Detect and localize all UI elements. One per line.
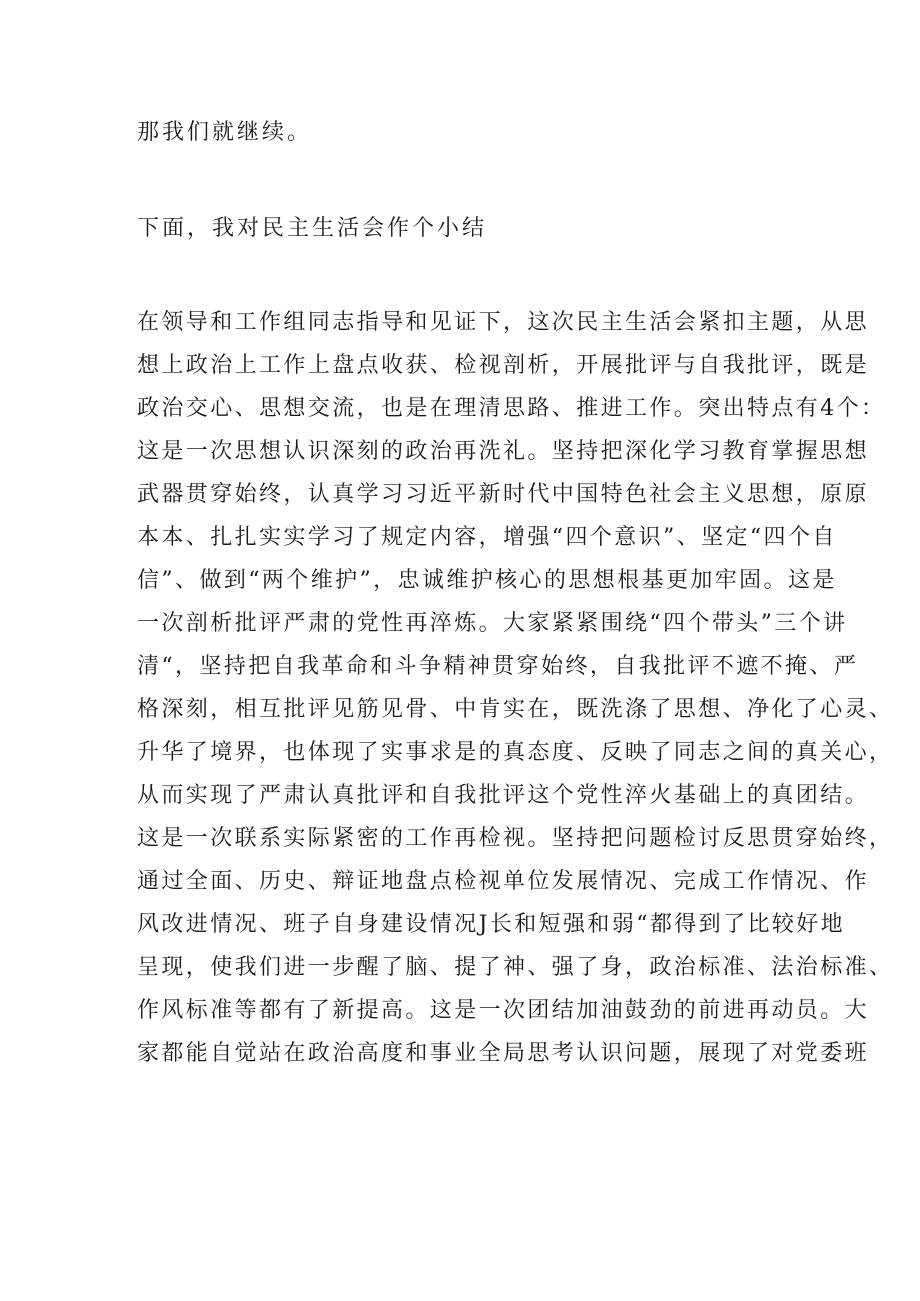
paragraph-line: 本本、扎扎实实学习了规定内容，增强“四个意识”、坚定“四个自 xyxy=(137,525,837,550)
paragraph-line: 格深刻，相互批评见筋见骨、中肯实在，既洗涤了思想、净化了心灵、 xyxy=(137,697,894,722)
intro-line: 那我们就继续。 xyxy=(137,120,313,145)
paragraph-line: 这是一次思想认识深刻的政治再洗礼。坚持把深化学习教育掌握思想 xyxy=(137,439,870,464)
paragraph-line: 在领导和工作组同志指导和见证下，这次民主生活会紧扣主题，从思 xyxy=(137,310,870,335)
paragraph-line: 呈现，使我们进一步醒了脑、提了神、强了身，政治标准、法治标准、 xyxy=(137,955,894,980)
paragraph-line: 风改进情况、班子自身建设情况J长和短强和弱“都得到了比较好地 xyxy=(137,912,846,937)
paragraph-line: 想上政治上工作上盘点收获、检视剖析，开展批评与自我批评，既是 xyxy=(137,353,870,378)
paragraph-line: 从而实现了严肃认真批评和自我批评这个党性淬火基础上的真团结。 xyxy=(137,783,870,808)
paragraph-line: 升华了境界，也体现了实事求是的真态度、反映了同志之间的真关心， xyxy=(137,740,894,765)
paragraph-line: 通过全面、历史、辩证地盘点检视单位发展情况、完成工作情况、作 xyxy=(137,869,870,894)
paragraph-line: 政治交心、思想交流，也是在理清思路、推进工作。突出特点有4个： xyxy=(137,396,886,421)
summary-heading: 下面，我对民主生活会作个小结 xyxy=(137,216,488,241)
paragraph-line: 家都能自觉站在政治高度和事业全局思考认识问题，展现了对党委班 xyxy=(137,1041,870,1066)
paragraph-line: 一次剖析批评严肃的党性再淬炼。大家紧紧围绕“四个带头”三个讲 xyxy=(137,611,848,636)
paragraph-line: 清“，坚持把自我革命和斗争精神贯穿始终，自我批评不遮不掩、严 xyxy=(137,654,859,679)
paragraph-line: 信”、做到“两个维护”，忠诚维护核心的思想根基更加牢固。这是 xyxy=(137,568,837,593)
paragraph-line: 武器贯穿始终，认真学习习近平新时代中国特色社会主义思想，原原 xyxy=(137,482,870,507)
paragraph-line: 作风标准等都有了新提高。这是一次团结加油鼓劲的前进再动员。大 xyxy=(137,998,870,1023)
paragraph-line: 这是一次联系实际紧密的工作再检视。坚持把问题检讨反思贯穿始终， xyxy=(137,826,894,851)
